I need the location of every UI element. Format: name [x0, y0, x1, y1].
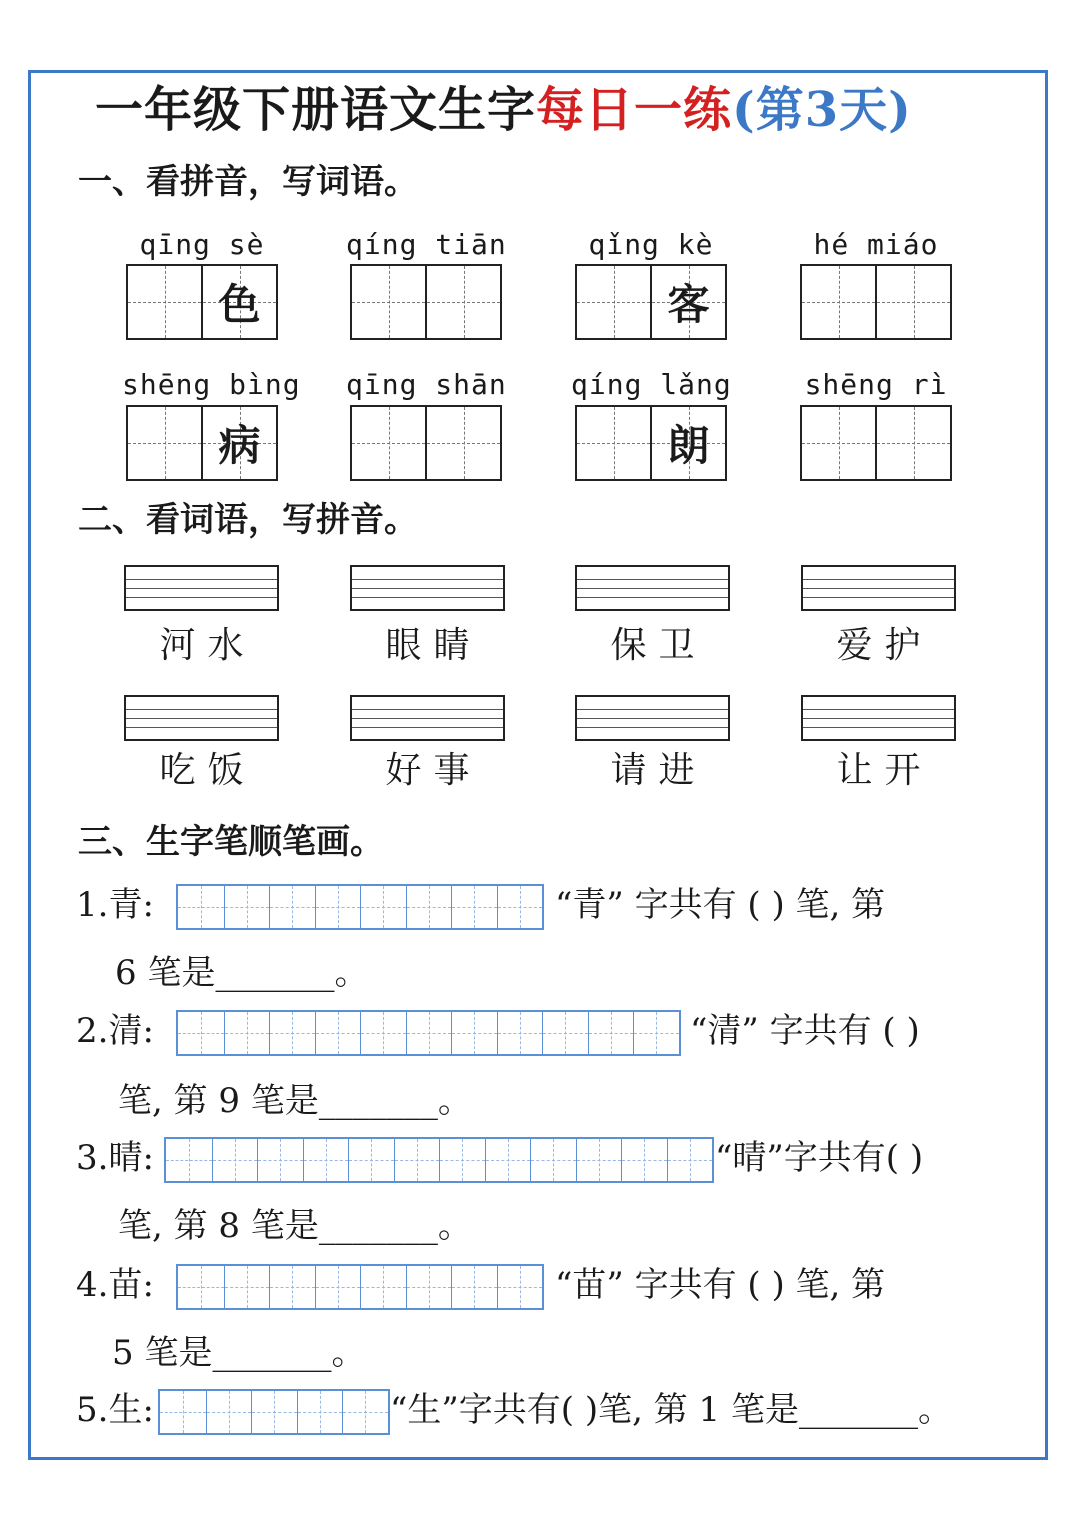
tianzige-box[interactable]	[800, 264, 952, 340]
word-label: 眼睛	[385, 625, 482, 666]
writing-cell[interactable]	[875, 266, 950, 338]
pinyin-label: hé miáo	[813, 228, 939, 261]
stroke-count-question: “晴”字共有( )	[715, 1138, 924, 1178]
stroke-order-strip[interactable]	[158, 1389, 390, 1435]
character-label: 1.青:	[76, 885, 154, 925]
character-label: 2.清:	[76, 1011, 154, 1051]
section1-heading: 一、看拼音，写词语。	[78, 162, 418, 202]
given-character: 病	[218, 421, 261, 470]
writing-cell[interactable]	[650, 266, 725, 338]
character-label: 4.苗:	[76, 1265, 154, 1305]
stroke-cell[interactable]	[497, 1266, 543, 1308]
pinyin-label: shēng rì	[804, 368, 948, 401]
pinyin-label: qíng lǎng	[571, 368, 732, 401]
stroke-cell[interactable]	[576, 1139, 622, 1181]
stroke-cell[interactable]	[342, 1391, 388, 1433]
stroke-cell[interactable]	[451, 886, 497, 928]
tianzige-box[interactable]	[126, 264, 278, 340]
stroke-count-question: “清” 字共有 ( )	[690, 1011, 920, 1051]
stroke-count-question: “青” 字共有 ( ) 笔, 第	[555, 885, 886, 925]
tianzige-box[interactable]	[575, 405, 727, 481]
stroke-cell[interactable]	[206, 1391, 252, 1433]
pinyin-label: qīng shān	[346, 368, 507, 401]
stroke-nth-question: 笔, 第 9 笔是_______。	[118, 1081, 472, 1121]
pinyin-writing-lines[interactable]	[124, 565, 279, 611]
stroke-cell[interactable]	[542, 1012, 588, 1054]
stroke-cell[interactable]	[360, 1012, 406, 1054]
stroke-cell[interactable]	[406, 1012, 452, 1054]
stroke-cell[interactable]	[166, 1139, 212, 1181]
writing-cell[interactable]	[802, 407, 875, 479]
tianzige-box[interactable]	[575, 264, 727, 340]
stroke-order-strip[interactable]	[176, 884, 544, 930]
writing-cell[interactable]	[577, 407, 650, 479]
word-label: 好事	[385, 750, 482, 791]
pinyin-label: shēng bìng	[122, 368, 301, 401]
stroke-cell[interactable]	[588, 1012, 634, 1054]
given-character: 朗	[667, 421, 710, 470]
tianzige-box[interactable]	[350, 264, 502, 340]
pinyin-label: qíng tiān	[346, 228, 507, 261]
stroke-order-strip[interactable]	[176, 1264, 544, 1310]
writing-cell[interactable]	[577, 266, 650, 338]
pinyin-writing-lines[interactable]	[801, 695, 956, 741]
pinyin-label: qīng sè	[139, 228, 265, 261]
word-label: 爱护	[836, 625, 933, 666]
stroke-cell[interactable]	[269, 1266, 315, 1308]
stroke-cell[interactable]	[212, 1139, 258, 1181]
writing-cell[interactable]	[802, 266, 875, 338]
stroke-count-question: “苗” 字共有 ( ) 笔, 第	[555, 1265, 886, 1305]
word-label: 让开	[836, 750, 933, 791]
tianzige-box[interactable]	[126, 405, 278, 481]
writing-cell[interactable]	[352, 266, 425, 338]
pinyin-writing-lines[interactable]	[575, 565, 730, 611]
stroke-cell[interactable]	[621, 1139, 667, 1181]
stroke-cell[interactable]	[633, 1012, 679, 1054]
pinyin-writing-lines[interactable]	[575, 695, 730, 741]
stroke-order-strip[interactable]	[164, 1137, 714, 1183]
writing-cell[interactable]	[425, 266, 500, 338]
page-title	[95, 80, 912, 140]
stroke-order-strip[interactable]	[176, 1010, 681, 1056]
writing-cell[interactable]	[650, 407, 725, 479]
stroke-cell[interactable]	[530, 1139, 576, 1181]
stroke-nth-question: 6 笔是_______。	[115, 953, 369, 993]
word-label: 请进	[610, 750, 707, 791]
character-label: 3.晴:	[76, 1138, 154, 1178]
title-main: 一年级下册语文生字	[95, 82, 537, 138]
stroke-nth-question: 5 笔是_______。	[112, 1333, 366, 1373]
writing-cell[interactable]	[201, 407, 276, 479]
stroke-cell[interactable]	[251, 1391, 297, 1433]
stroke-cell[interactable]	[497, 1012, 543, 1054]
word-label: 保卫	[610, 625, 707, 666]
pinyin-label: qǐng kè	[588, 228, 714, 261]
stroke-cell[interactable]	[348, 1139, 394, 1181]
tianzige-box[interactable]	[800, 405, 952, 481]
stroke-cell[interactable]	[269, 886, 315, 928]
stroke-cell[interactable]	[439, 1139, 485, 1181]
stroke-cell[interactable]	[178, 1266, 224, 1308]
given-character: 色	[218, 280, 261, 329]
title-highlight: 每日一练	[536, 82, 733, 138]
stroke-cell[interactable]	[497, 886, 543, 928]
stroke-cell[interactable]	[178, 1012, 224, 1054]
stroke-cell[interactable]	[360, 1266, 406, 1308]
stroke-cell[interactable]	[667, 1139, 713, 1181]
stroke-cell[interactable]	[360, 886, 406, 928]
stroke-cell[interactable]	[406, 1266, 452, 1308]
stroke-cell[interactable]	[269, 1012, 315, 1054]
section3-heading: 三、生字笔顺笔画。	[78, 822, 384, 862]
stroke-count-question: “生”字共有( )笔, 第 1 笔是_______。	[390, 1390, 952, 1430]
stroke-cell[interactable]	[224, 886, 270, 928]
writing-cell[interactable]	[128, 407, 201, 479]
stroke-cell[interactable]	[315, 886, 361, 928]
title-day: (第3天)	[732, 82, 912, 138]
writing-cell[interactable]	[201, 266, 276, 338]
pinyin-writing-lines[interactable]	[350, 695, 505, 741]
stroke-cell[interactable]	[394, 1139, 440, 1181]
stroke-nth-question: 笔, 第 8 笔是_______。	[118, 1206, 472, 1246]
pinyin-writing-lines[interactable]	[350, 565, 505, 611]
writing-cell[interactable]	[875, 407, 950, 479]
word-label: 吃饭	[159, 750, 256, 791]
writing-cell[interactable]	[425, 407, 500, 479]
word-label: 河水	[159, 625, 256, 666]
stroke-cell[interactable]	[160, 1391, 206, 1433]
stroke-cell[interactable]	[224, 1266, 270, 1308]
stroke-cell[interactable]	[178, 886, 224, 928]
character-label: 5.生:	[76, 1390, 154, 1430]
section2-heading: 二、看词语，写拼音。	[78, 500, 418, 540]
stroke-cell[interactable]	[257, 1139, 303, 1181]
stroke-cell[interactable]	[303, 1139, 349, 1181]
stroke-cell[interactable]	[485, 1139, 531, 1181]
pinyin-writing-lines[interactable]	[801, 565, 956, 611]
tianzige-box[interactable]	[350, 405, 502, 481]
given-character: 客	[667, 280, 710, 329]
stroke-cell[interactable]	[315, 1266, 361, 1308]
stroke-cell[interactable]	[315, 1012, 361, 1054]
pinyin-writing-lines[interactable]	[124, 695, 279, 741]
stroke-cell[interactable]	[297, 1391, 343, 1433]
stroke-cell[interactable]	[406, 886, 452, 928]
writing-cell[interactable]	[352, 407, 425, 479]
stroke-cell[interactable]	[451, 1012, 497, 1054]
stroke-cell[interactable]	[224, 1012, 270, 1054]
stroke-cell[interactable]	[451, 1266, 497, 1308]
writing-cell[interactable]	[128, 266, 201, 338]
